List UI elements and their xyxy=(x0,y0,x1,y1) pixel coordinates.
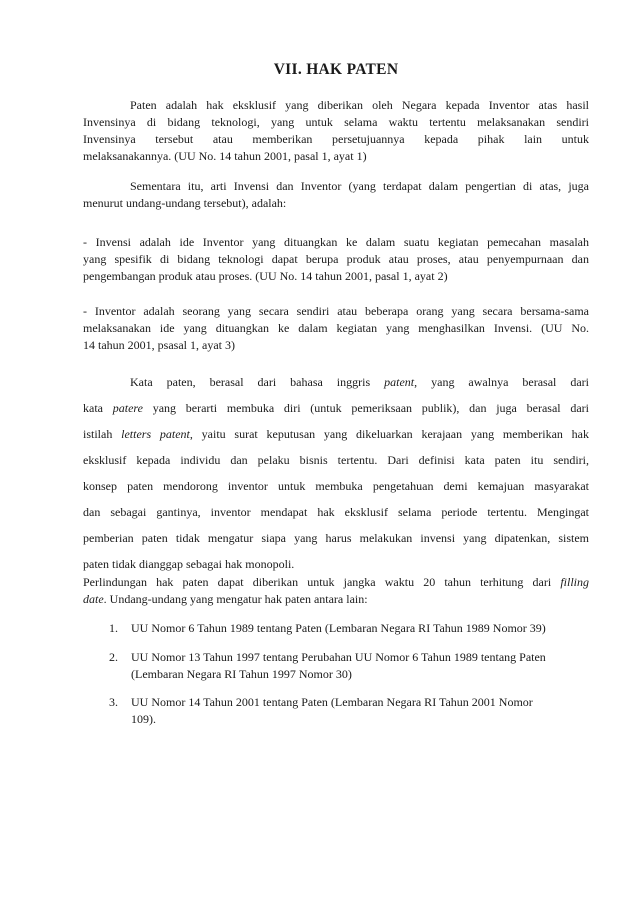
emphasis-text: date xyxy=(83,592,104,606)
text-line: Invensinya tersebut atau memberikan persetujuannya kepada pihak lain untuk xyxy=(83,132,589,146)
text-segment: , yaitu surat keputusan yang dikeluarkan kerajaan yang memberikan hak xyxy=(189,427,589,441)
text-line: paten tidak dianggap sebagai hak monopoli. xyxy=(83,557,295,571)
list-item-text xyxy=(131,649,589,683)
text-line xyxy=(83,574,589,591)
text-line: menurut undang-undang tersebut), adalah: xyxy=(83,196,287,210)
paragraph-perlindungan xyxy=(83,574,589,608)
text-line: - Invensi adalah ide Inventor yang dituangkan ke dalam suatu kegiatan pemecahan masalah xyxy=(83,235,589,249)
text-line: - Inventor adalah seorang yang secara sendiri atau beberapa orang yang secara bersama-sama xyxy=(83,304,589,318)
text-line: UU Nomor 13 Tahun 1997 tentang Perubahan UU Nomor 6 Tahun 1989 tentang Paten xyxy=(131,650,546,664)
text-line: pengembangan produk atau proses. (UU No. 14 tahun 2001, pasal 1, ayat 2) xyxy=(83,269,448,283)
emphasis-text: patere xyxy=(112,401,143,415)
paragraph-inventor-definition xyxy=(83,303,589,354)
text-line xyxy=(83,421,589,447)
text-segment: , yang awalnya berasal dari xyxy=(414,375,589,389)
text-line: dan sebagai gantinya, inventor mendapat hak eksklusif selama periode tertentu. Mengingat xyxy=(83,505,589,519)
paragraph-paten-definition xyxy=(83,97,589,165)
emphasis-text: letters patent xyxy=(121,427,190,441)
text-line xyxy=(83,591,589,608)
text-line: UU Nomor 6 Tahun 1989 tentang Paten (Lembaran Negara RI Tahun 1989 Nomor 39) xyxy=(131,621,546,635)
text-line: Invensinya di bidang teknologi, yang untuk selama waktu tertentu melaksanakan sendiri xyxy=(83,115,589,129)
text-segment: kata xyxy=(83,401,103,415)
text-line: 14 tahun 2001, psasal 1, ayat 3) xyxy=(83,338,235,352)
list-number: 1. xyxy=(109,621,118,635)
text-line: konsep paten mendorong inventor untuk membuka pengetahuan demi kemajuan masyarakat xyxy=(83,479,589,493)
page-title: VII. HAK PATEN xyxy=(273,61,399,78)
text-line: yang spesifik di bidang teknologi dapat berupa produk atau proses, atau penyempurnaan dan xyxy=(83,252,589,266)
list-item-text xyxy=(131,694,589,728)
text-segment: Perlindungan hak paten dapat diberikan untuk jangka waktu 20 tahun terhitung dari xyxy=(83,575,552,589)
paragraph-invensi-inventor-intro xyxy=(83,178,589,212)
emphasis-text: patent xyxy=(384,375,415,389)
text-line: pemberian paten tidak mengatur siapa yang harus melakukan invensi yang dipatenkan, sistem xyxy=(83,531,589,545)
text-line: eksklusif kepada individu dan pelaku bisnis tertentu. Dari definisi kata paten itu sendiri, xyxy=(83,453,589,467)
list-number: 3. xyxy=(109,695,118,709)
text-line: (Lembaran Negara RI Tahun 1997 Nomor 30) xyxy=(131,667,352,681)
text-line: 109). xyxy=(131,712,156,726)
text-segment: Kata paten, berasal dari bahasa inggris xyxy=(130,375,371,389)
text-line: Paten adalah hak eksklusif yang diberikan oleh Negara kepada Inventor atas hasil xyxy=(130,98,589,112)
emphasis-text: filling xyxy=(560,575,589,589)
list-item-text xyxy=(131,620,589,637)
text-line xyxy=(83,395,589,421)
text-line: UU Nomor 14 Tahun 2001 tentang Paten (Lembaran Negara RI Tahun 2001 Nomor xyxy=(131,695,533,709)
text-line: melaksanakan ide yang dituangkan ke dalam kegiatan yang menghasilkan Invensi. (UU No. xyxy=(83,321,589,335)
list-number: 2. xyxy=(109,650,118,664)
paragraph-paten-etymology xyxy=(83,369,589,577)
text-line: melaksanakannya. (UU No. 14 tahun 2001, pasal 1, ayat 1) xyxy=(83,149,367,163)
text-segment: istilah xyxy=(83,427,113,441)
text-segment: . Undang-undang yang mengatur hak paten antara lain: xyxy=(103,592,368,606)
text-line: Sementara itu, arti Invensi dan Inventor (yang terdapat dalam pengertian di atas, juga xyxy=(130,179,589,193)
text-line xyxy=(83,369,589,395)
text-segment: yang berarti membuka diri (untuk pemeriksaan publik), dan juga berasal dari xyxy=(152,401,589,415)
paragraph-invensi-definition xyxy=(83,234,589,285)
